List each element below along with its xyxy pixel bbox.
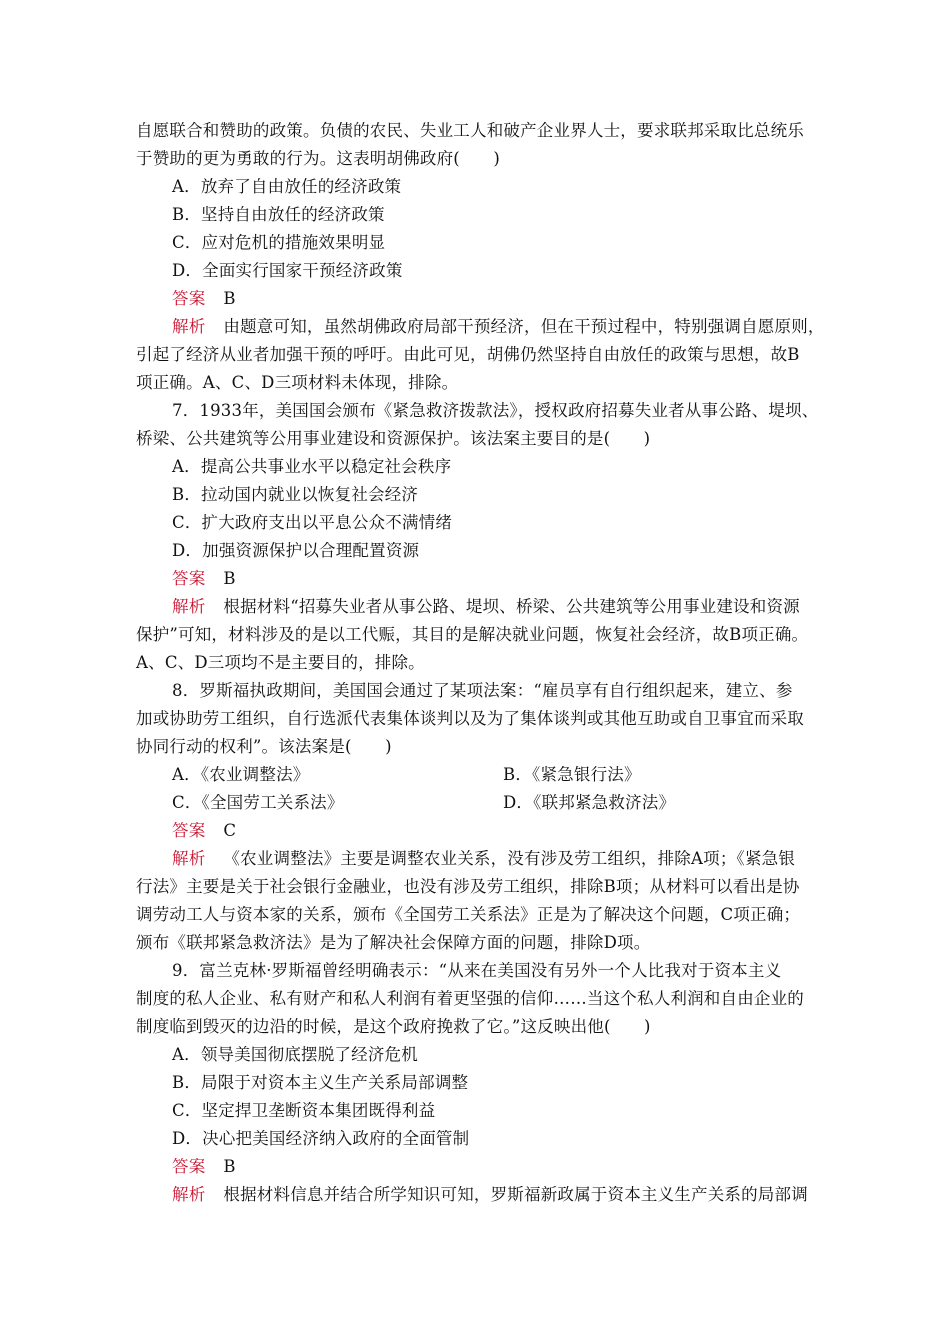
answer-label: 答案: [172, 569, 206, 588]
answer-value: B: [223, 1157, 236, 1176]
analysis-line: [172, 316, 825, 338]
question-stem: 9．富兰克林·罗斯福曾经明确表示：“从来在美国没有另外一个人比我对于资本主义: [172, 961, 782, 980]
option-b: B．坚持自由放任的经济政策: [172, 205, 385, 224]
answer-value: B: [223, 289, 236, 308]
option-a: A．领导美国彻底摆脱了经济危机: [172, 1045, 418, 1064]
question-stem: 制度临到毁灭的边沿的时候，是这个政府挽救了它。”这反映出他( ): [136, 1017, 651, 1036]
answer-line: [172, 1156, 236, 1178]
option-b: B．《紧急银行法》: [503, 765, 641, 784]
option-b: B．拉动国内就业以恢复社会经济: [172, 485, 419, 504]
question-stem: 桥梁、公共建筑等公用事业建设和资源保护。该法案主要目的是( ): [136, 429, 651, 448]
option-c: C．应对危机的措施效果明显: [172, 233, 386, 252]
option-c: C．《全国劳工关系法》: [172, 793, 344, 812]
analysis-line: [172, 848, 795, 870]
option-b: B．局限于对资本主义生产关系局部调整: [172, 1073, 469, 1092]
answer-line: [172, 568, 236, 590]
analysis-line: [172, 1184, 808, 1206]
answer-value: B: [223, 569, 236, 588]
question-stem: 加或协助劳工组织，自行选派代表集体谈判以及为了集体谈判或其他互助或自卫事宜而采取: [136, 709, 804, 728]
option-a: A．放弃了自由放任的经济政策: [172, 177, 402, 196]
analysis-label: 解析: [172, 1185, 206, 1204]
analysis-text: 《农业调整法》主要是调整农业关系，没有涉及劳工组织，排除A项；《紧急银: [223, 849, 796, 868]
intro-line: 自愿联合和赞助的政策。负债的农民、失业工人和破产企业界人士，要求联邦采取比总统乐: [136, 121, 804, 140]
option-a: A．《农业调整法》: [172, 765, 310, 784]
analysis-label: 解析: [172, 597, 206, 616]
option-a: A．提高公共事业水平以稳定社会秩序: [172, 457, 452, 476]
analysis-line: 引起了经济从业者加强干预的呼吁。由此可见，胡佛仍然坚持自由放任的政策与思想，故B: [136, 345, 800, 364]
answer-value: C: [223, 821, 237, 840]
option-d: D．《联邦紧急救济法》: [503, 793, 676, 812]
answer-label: 答案: [172, 289, 206, 308]
analysis-line: [172, 596, 800, 618]
analysis-line: 调劳动工人与资本家的关系，颁布《全国劳工关系法》正是为了解决这个问题，C项正确；: [136, 905, 801, 924]
analysis-line: 颁布《联邦紧急救济法》是为了解决社会保障方面的问题，排除D项。: [136, 933, 651, 952]
option-d: D．加强资源保护以合理配置资源: [172, 541, 420, 560]
intro-line: 于赞助的更为勇敢的行为。这表明胡佛政府( ): [136, 149, 500, 168]
answer-line: [172, 820, 236, 842]
analysis-line: A、C、D三项均不是主要目的，排除。: [136, 653, 425, 672]
answer-label: 答案: [172, 821, 206, 840]
question-stem: 7．1933年，美国国会颁布《紧急救济拨款法》，授权政府招募失业者从事公路、堤坝、: [172, 401, 819, 420]
option-c: C．坚定捍卫垄断资本集团既得利益: [172, 1101, 436, 1120]
option-d: D．决心把美国经济纳入政府的全面管制: [172, 1129, 470, 1148]
analysis-label: 解析: [172, 317, 206, 336]
option-c: C．扩大政府支出以平息公众不满情绪: [172, 513, 453, 532]
question-stem: 协同行动的权利”。该法案是( ): [136, 737, 392, 756]
question-stem: 制度的私人企业、私有财产和私人利润有着更坚强的信仰……当这个私人利润和自由企业的: [136, 989, 804, 1008]
question-stem: 8．罗斯福执政期间，美国国会通过了某项法案：“雇员享有自行组织起来，建立、参: [172, 681, 793, 700]
analysis-text: 根据材料信息并结合所学知识可知，罗斯福新政属于资本主义生产关系的局部调: [223, 1185, 808, 1204]
analysis-text: 根据材料“招募失业者从事公路、堤坝、桥梁、公共建筑等公用事业建设和资源: [223, 597, 800, 616]
option-d: D．全面实行国家干预经济政策: [172, 261, 403, 280]
analysis-line: 保护”可知，材料涉及的是以工代赈，其目的是解决就业问题，恢复社会经济，故B项正确。: [136, 625, 809, 644]
analysis-text: 由题意可知，虽然胡佛政府局部干预经济，但在干预过程中，特别强调自愿原则，: [223, 317, 825, 336]
analysis-label: 解析: [172, 849, 206, 868]
answer-label: 答案: [172, 1157, 206, 1176]
analysis-line: 项正确。A、C、D三项材料未体现，排除。: [136, 373, 459, 392]
analysis-line: 行法》主要是关于社会银行金融业，也没有涉及劳工组织，排除B项；从材料可以看出是协: [136, 877, 800, 896]
answer-line: [172, 288, 236, 310]
